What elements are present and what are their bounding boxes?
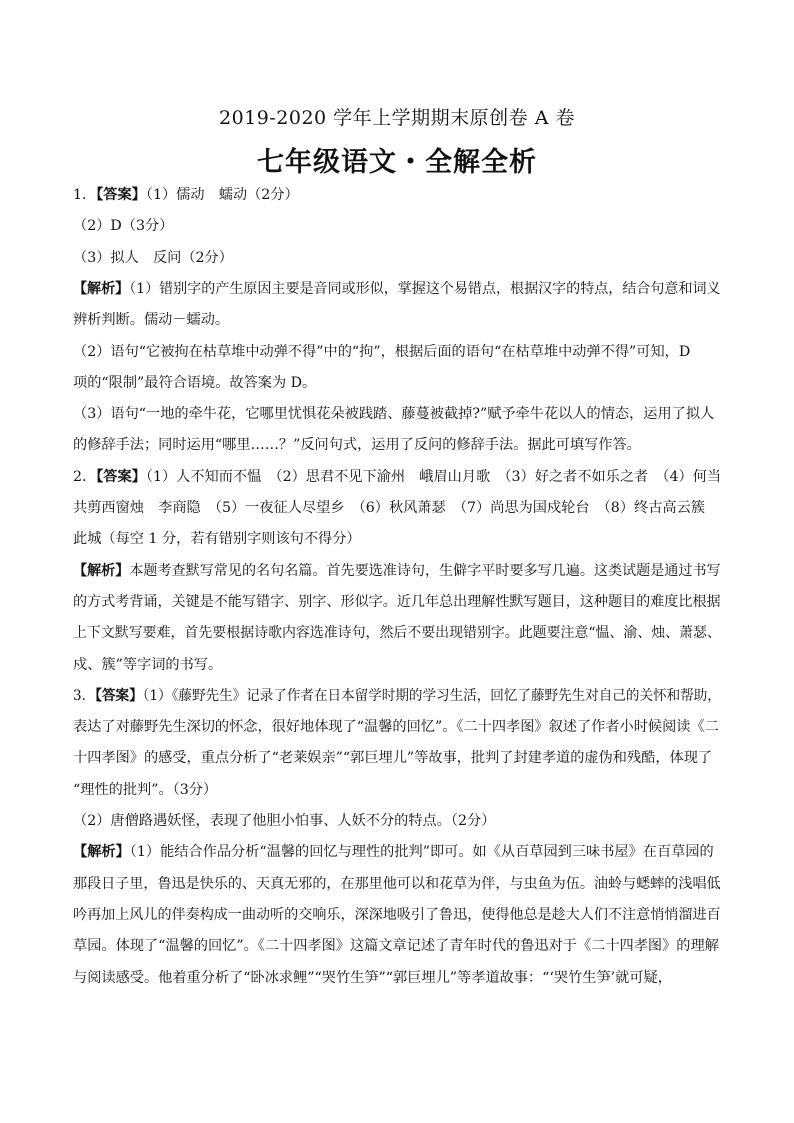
line-text: （3）语句“一地的牵牛花，它哪里忧惧花朵被践踏、藤蔓被截掉?”赋予牵牛花以人的情态，运用了拟人 xyxy=(73,406,715,423)
document-subtitle: 七年级语文・全解全析 xyxy=(257,147,537,178)
line-text: 的方式考背诵，关键是不能写错字、别字、形似字。近几年总出理解性默写题目，这种题目的难度比根据 xyxy=(73,593,721,610)
line-text: 共剪西窗烛 李商隐 （5）一夜征人尽望乡 （6）秋风萧瑟 （7）尚思为国戍轮台 （8）终古高云簇 xyxy=(73,500,705,516)
text-line xyxy=(73,968,672,988)
line-text: （1）错别字的产生原因主要是音同或形似，掌握这个易错点，根据汉字的特点，结合句意和词义 xyxy=(129,280,721,297)
line-text: 那段日子里，鲁迅是快乐的、天真无邪的，在那里他可以和花草为伴，与虫鱼为伍。油蛉与蟋蟀的浅唱低 xyxy=(73,875,721,892)
line-text: （1）人不知而不愠 （2）思君不见下渝州 峨眉山月歌 （3）好之者不如乐之者 （4）何当 xyxy=(145,468,722,485)
text-line xyxy=(73,655,222,675)
text-line xyxy=(73,874,721,894)
text-line xyxy=(73,623,721,643)
line-text: （1）能结合作品分析“温馨的回忆与理性的批判”即可。如《从百草园到三味书屋》在百草园的 xyxy=(129,844,714,861)
question-number: 3． xyxy=(73,687,96,704)
text-line xyxy=(73,780,217,800)
text-line xyxy=(73,905,721,925)
line-text: 的修辞手法；同时运用“哪里……？”反问句式，运用了反问的修辞手法。据此可填写作答。 xyxy=(73,437,641,454)
text-line xyxy=(73,498,705,518)
text-line xyxy=(73,248,233,268)
line-text: （2）语句“它被拘在枯草堆中动弹不得”中的“拘”，根据后面的语句“在枯草堆中动弹不得”可知，D xyxy=(73,343,691,360)
question-number: 1． xyxy=(73,187,97,203)
section-label: 【答案】 xyxy=(96,468,146,485)
text-line xyxy=(73,529,361,549)
line-text: 草园。体现了“温馨的回忆”。《二十四孝图》这篇文章记述了青年时代的鲁迅对于《二十四孝图》的理解 xyxy=(73,938,719,955)
line-text: 十四孝图》的感受，重点分析了“老莱娱亲”“郭巨埋儿”等故事，批判了封建孝道的虚伪和残酷，体现了 xyxy=(73,750,713,767)
text-line xyxy=(73,592,721,612)
line-text: 表达了对藤野先生深切的怀念，很好地体现了“温馨的回忆”。《二十四孝图》叙述了作者小时候阅读《二 xyxy=(73,719,719,736)
line-text: 戍、簇”等字词的书写。 xyxy=(73,656,223,673)
section-label: 【答案】 xyxy=(96,187,146,203)
line-text: （2）唐僧路遇妖怪，表现了他胆小怕事、人妖不分的特点。（2分） xyxy=(73,813,496,829)
text-line xyxy=(73,842,714,862)
text-line xyxy=(73,279,721,299)
text-line xyxy=(73,342,690,362)
text-line xyxy=(73,185,299,205)
line-text: 与阅读感受。他着重分析了“卧冰求鲤”“哭竹生笋”“郭巨埋儿”等孝道故事：“‘哭竹生笋’就可疑， xyxy=(73,969,672,986)
line-text: 本题考查默写常见的名句名篇。首先要选准诗句，生僻字平时要多写几遍。这类试题是通过书写 xyxy=(129,562,721,579)
line-text: （3）拟人 反问（2分） xyxy=(73,249,233,266)
line-text: 项的“限制”最符合语境。故答案为 D。 xyxy=(73,374,317,391)
text-line xyxy=(73,717,719,737)
text-line xyxy=(73,561,721,581)
text-line xyxy=(73,404,714,424)
line-text: 此城（每空 1 分，若有错别字则该句不得分） xyxy=(73,531,361,548)
line-text: （1）儒动 蠕动（2分） xyxy=(145,187,299,203)
document-title: 2019-2020 学年上学期期末原创卷 A 卷 xyxy=(219,107,575,129)
text-line xyxy=(73,686,721,706)
section-label: 【解析】 xyxy=(73,562,130,579)
text-line xyxy=(73,936,719,956)
line-text: 上下文默写要难，首先要根据诗歌内容选准诗句，然后不要出现错别字。此题要注意“愠、渝、烛、萧瑟、 xyxy=(73,625,721,642)
line-text: （1）《藤野先生》记录了作者在日本留学时期的学习生活，回忆了藤野先生对自己的关怀和帮助， xyxy=(142,687,721,704)
line-text: 吟再加上风儿的伴奏构成一曲动听的交响乐，深深地吸引了鲁迅，使得他总是趁大人们不注意悄悄溜进百 xyxy=(73,906,721,923)
line-text: （2）D（3分） xyxy=(73,218,174,235)
line-text: “理性的批判”。（3分） xyxy=(73,781,218,798)
section-label: 【解析】 xyxy=(73,280,130,297)
text-line xyxy=(73,216,173,236)
text-line xyxy=(73,373,316,393)
line-text: 辨析判断。儒动－蠕动。 xyxy=(73,312,230,329)
section-label: 【解析】 xyxy=(73,844,130,861)
text-line xyxy=(73,310,229,330)
text-line xyxy=(73,467,721,487)
text-line xyxy=(73,748,712,768)
text-line xyxy=(73,811,495,831)
question-number: 2． xyxy=(73,468,97,485)
text-line xyxy=(73,435,641,455)
section-label: 【答案】 xyxy=(95,687,143,704)
